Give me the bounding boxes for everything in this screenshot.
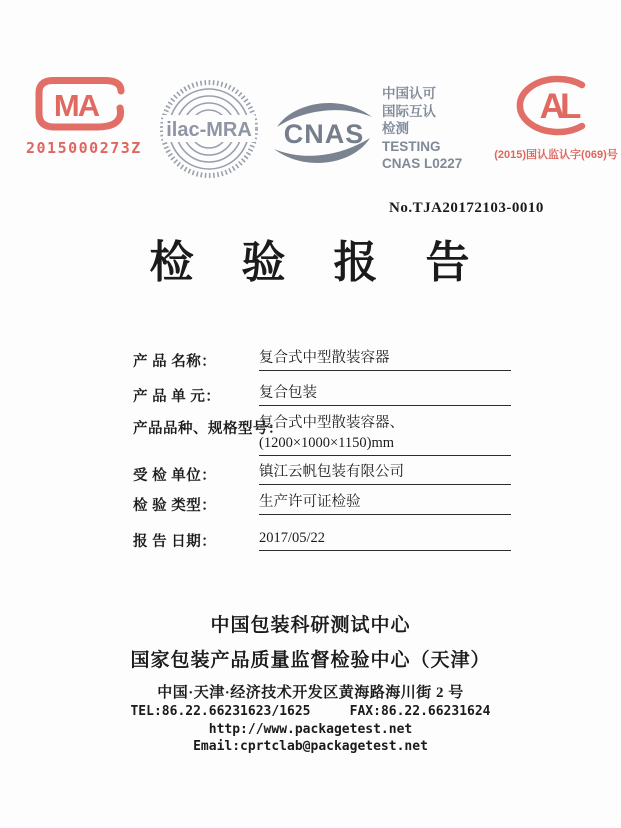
website-line: http://www.packagetest.net: [208, 722, 413, 737]
cal-stamp-text: AL: [539, 87, 577, 126]
spec-model-line1: 复合式中型散装容器、: [259, 415, 404, 431]
cnas-line: CNAS L0227: [382, 156, 463, 171]
cnas-line: 国际互认: [382, 103, 436, 119]
field-label-inspection-type: 检 验 类型：: [133, 498, 217, 514]
report-number: No.TJA20172103-0010: [389, 200, 544, 216]
field-value-spec-model: [259, 414, 511, 456]
field-value-product-name: 复合式中型散装容器: [259, 349, 511, 371]
cnas-line: 中国认可: [382, 86, 436, 101]
field-value-inspection-type: 生产许可证检验: [259, 493, 511, 515]
cma-stamp: [26, 76, 152, 157]
cal-stamp: [492, 74, 620, 162]
field-label-inspected-company: 受 检 单位：: [133, 468, 217, 484]
cma-stamp-number: 2015000273Z: [26, 139, 142, 157]
cma-stamp-text: MA: [53, 88, 99, 123]
email-line: Email:cprtclab@packagetest.net: [193, 739, 428, 754]
cma-stamp-icon: [26, 76, 144, 132]
field-label-product-unit: 产 品 单 元：: [133, 389, 221, 405]
tel-fax-line: TEL:86.22.66231623/1625 FAX:86.22.66231624: [130, 704, 491, 719]
cnas-line: TESTING: [382, 138, 441, 154]
field-value-inspected-company: 镇江云帆包装有限公司: [259, 463, 511, 485]
field-value-report-date: 2017/05/22: [259, 529, 511, 551]
ilac-mra-stamp-text: ilac-MRA: [166, 119, 252, 141]
field-label-spec-model: 产品品种、规格型号：: [133, 421, 283, 437]
org-name-line2: 国家包装产品质量监督检验中心（天津）: [130, 650, 491, 671]
field-label-report-date: 报 告 日期：: [133, 534, 217, 550]
org-address: 中国·天津·经济技术开发区黄海路海川街 2 号: [157, 685, 464, 701]
cal-stamp-icon: [510, 74, 602, 138]
page-title: 检 验 报 告: [149, 238, 472, 287]
field-value-product-unit: 复合包装: [259, 384, 511, 406]
org-name-line1: 中国包装科研测试中心: [210, 615, 411, 636]
cnas-logo: [271, 96, 377, 175]
ilac-mra-stamp: [157, 77, 261, 186]
field-label-product-name: 产 品 名称：: [133, 354, 217, 370]
cnas-accreditation-text: [382, 85, 497, 173]
cnas-logo-icon: [271, 96, 377, 170]
spec-model-line2: (1200×1000×1150)mm: [259, 435, 395, 451]
ilac-mra-stamp-icon: [157, 77, 261, 181]
cal-stamp-caption: (2015)国认监认字(069)号: [494, 149, 618, 161]
cnas-logo-text: CNAS: [283, 119, 365, 149]
cnas-line: 检测: [382, 121, 409, 136]
